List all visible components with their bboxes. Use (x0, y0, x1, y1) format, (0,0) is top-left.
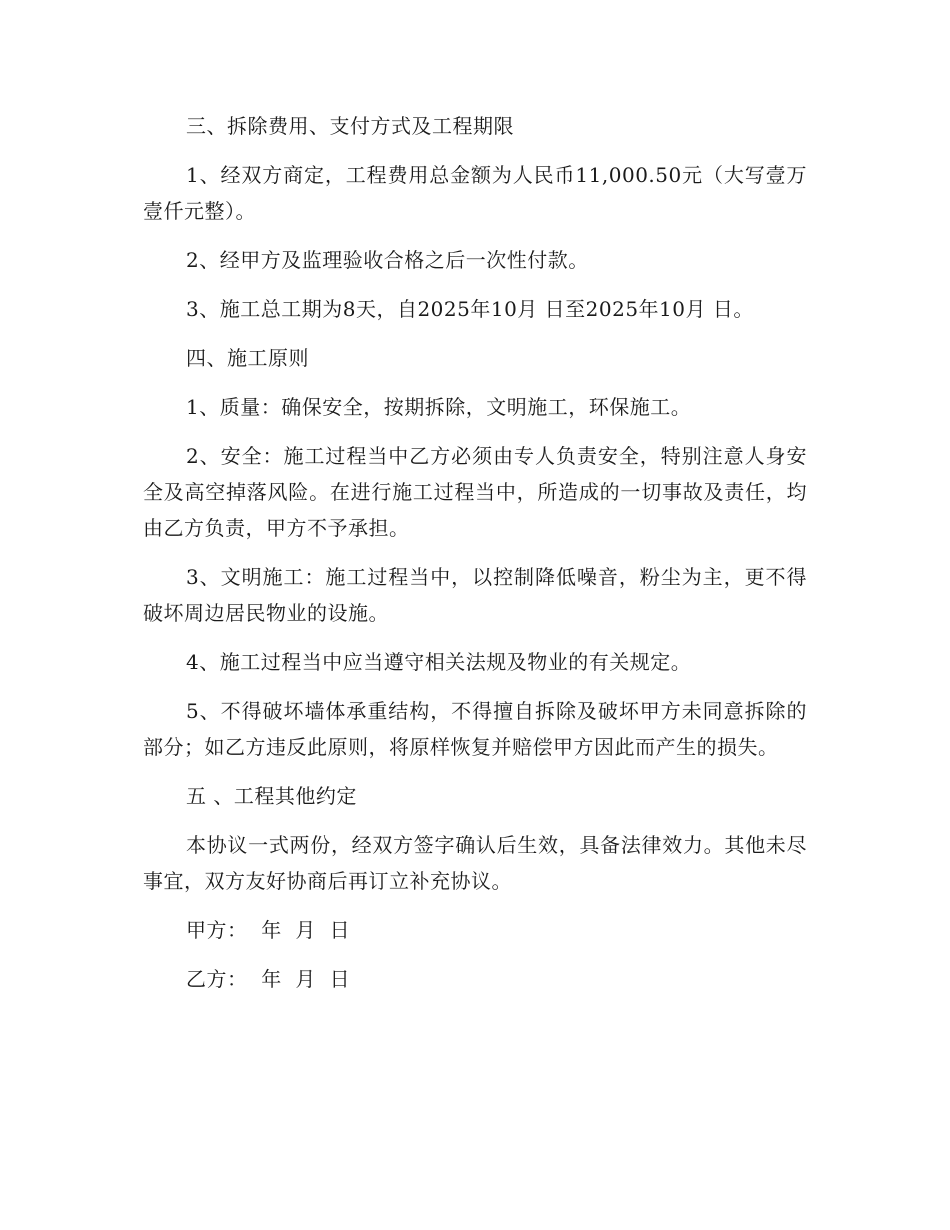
clause-structure: 5、不得破坏墙体承重结构，不得擅自拆除及破坏甲方未同意拆除的部分；如乙方违反此原则，将原样恢复并赔偿甲方因此而产生的损失。 (143, 699, 807, 759)
clause-civilized-construction: 3、文明施工：施工过程当中，以控制降低噪音，粉尘为主，更不得破坏周边居民物业的设施。 (143, 565, 807, 625)
clause-agreement-copies: 本协议一式两份，经双方签字确认后生效，具备法律效力。其他未尽事宜，双方友好协商后再订立补充协议。 (143, 833, 807, 893)
clause-payment: 2、经甲方及监理验收合格之后一次性付款。 (186, 248, 589, 272)
clause-safety: 2、安全：施工过程当中乙方必须由专人负责安全，特别注意人身安全及高空掉落风险。在进行施工过程当中，所造成的一切事故及责任，均由乙方负责，甲方不予承担。 (143, 444, 807, 540)
document-body (143, 108, 807, 997)
section-heading-principles: 四、施工原则 (186, 346, 309, 370)
clause-regulations: 4、施工过程当中应当遵守相关法规及物业的有关规定。 (186, 650, 692, 674)
clause-quality: 1、质量：确保安全，按期拆除，文明施工，环保施工。 (186, 395, 692, 419)
clause-total-cost: 1、经双方商定，工程费用总金额为人民币11,000.50元（大写壹万壹仟元整）。 (143, 163, 807, 223)
section-heading-other: 五 、工程其他约定 (186, 784, 357, 808)
clause-duration: 3、施工总工期为8天，自2025年10月 日至2025年10月 日。 (186, 297, 754, 321)
section-heading-fees: 三、拆除费用、支付方式及工程期限 (186, 114, 514, 138)
signature-party-a: 甲方： 年 月 日 (186, 918, 351, 942)
signature-party-b: 乙方： 年 月 日 (186, 967, 351, 991)
